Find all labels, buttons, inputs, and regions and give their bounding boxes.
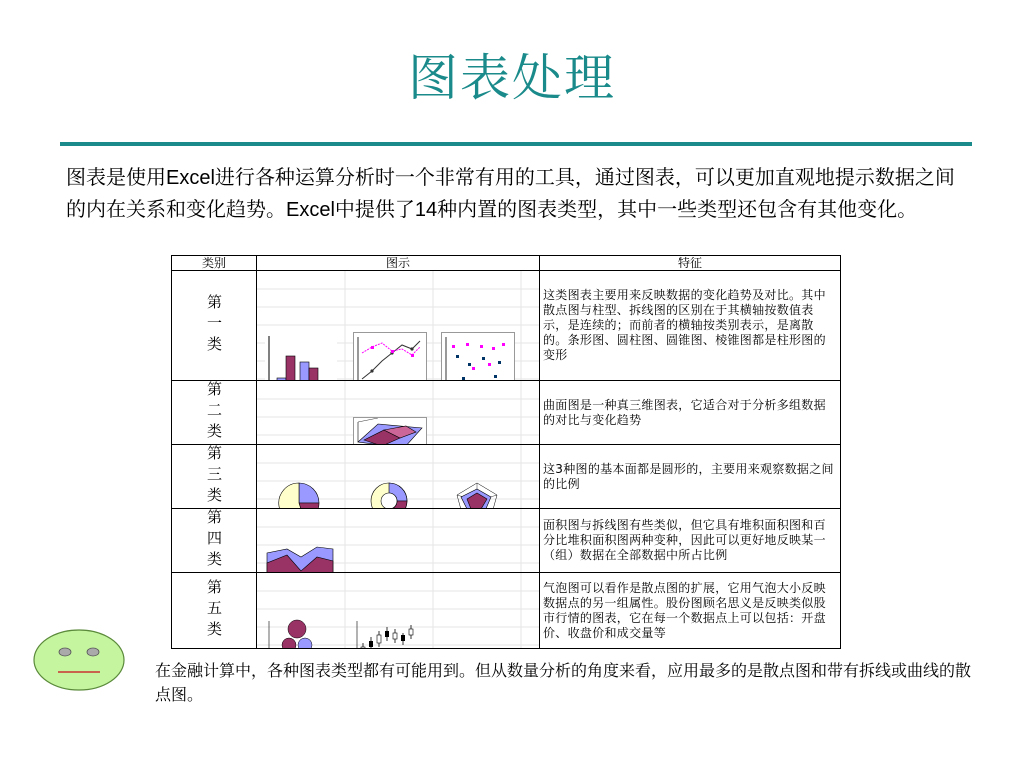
category-cell — [172, 445, 257, 509]
summary-note: 在金融计算中，各种图表类型都有可能用到。但从数量分析的角度来看，应用最多的是散点图和带有拆线或曲线的散点图。 — [155, 661, 972, 704]
feature-cell — [540, 271, 841, 381]
category-label: 第四类 — [205, 509, 223, 572]
surface-chart-icon — [354, 418, 426, 445]
feature-cell — [540, 573, 841, 649]
intro-text-2: 进行各种运算分析时一个非常有用的工具，通过图表，可以更加直观地提示数据之间的内在关系和变化趋势。 — [66, 165, 955, 221]
table-row — [172, 573, 841, 649]
category-label: 第一类 — [205, 294, 223, 357]
pie-chart-icon — [265, 481, 337, 509]
feature-text: 气泡图可以看作是散点图的扩展，它用气泡大小反映数据点的另一组属性。股份图顾名思义是反映类似股市行情的图表，它在每一个数据点上可以包括：开盘价、收盘价和成交量等 — [543, 580, 826, 640]
table-header-row — [172, 256, 841, 271]
scatter-chart-icon — [442, 333, 514, 381]
intro-excel-1: Excel — [166, 167, 215, 189]
title-divider — [60, 142, 972, 146]
intro-excel-2: Excel — [286, 199, 335, 221]
category-cell — [172, 573, 257, 649]
intro-number: 14 — [414, 199, 438, 221]
feature-text: 这3种图的基本面都是圆形的，主要用来观察数据之间的比例 — [543, 461, 834, 491]
stock-chart-icon — [353, 617, 425, 649]
radar-chart-icon — [441, 481, 513, 509]
area-chart-icon — [265, 545, 337, 573]
table-row — [172, 445, 841, 509]
header-figure: 图示 — [257, 256, 540, 271]
feature-cell — [540, 445, 841, 509]
table-row — [172, 271, 841, 381]
chart-types-table — [171, 255, 841, 649]
intro-paragraph — [66, 162, 966, 226]
category-cell — [172, 271, 257, 381]
doughnut-chart-icon — [353, 481, 425, 509]
header-feature: 特征 — [540, 256, 841, 271]
category-cell — [172, 509, 257, 573]
table-row — [172, 509, 841, 573]
figure-cell — [257, 573, 540, 649]
intro-text-3: 中提供了 — [334, 197, 415, 221]
smiley-icon — [32, 628, 126, 692]
feature-cell — [540, 381, 841, 445]
figure-cell — [257, 381, 540, 445]
header-category: 类别 — [172, 256, 257, 271]
intro-text-4: 种内置的图表类型，其中一些类型还包含有其他变化。 — [437, 197, 918, 221]
feature-cell — [540, 509, 841, 573]
category-cell — [172, 381, 257, 445]
figure-cell — [257, 271, 540, 381]
column-chart-icon — [265, 332, 337, 381]
intro-text-1: 图表是使用 — [66, 165, 166, 189]
category-label: 第五类 — [205, 579, 223, 642]
bubble-chart-icon — [265, 617, 337, 649]
slide-title: 图表处理 — [408, 49, 616, 107]
category-label: 第二类 — [205, 381, 223, 444]
feature-text: 曲面图是一种真三维图表，它适合对于分析多组数据的对比与变化趋势 — [543, 397, 826, 427]
table-row — [172, 381, 841, 445]
figure-cell — [257, 509, 540, 573]
feature-text: 这类图表主要用来反映数据的变化趋势及对比。其中散点图与柱型、拆线图的区别在于其横轴按数值表示，是连续的；而前者的横轴按类别表示，是离散的。条形图、圆柱图、圆锥图、棱锥图都是柱形图的变形 — [543, 288, 826, 362]
figure-cell — [257, 445, 540, 509]
feature-text: 面积图与拆线图有些类似，但它具有堆积面积图和百分比堆积面积图两种变种，因此可以更好地反映某一（组）数据在全部数据中所占比例 — [543, 518, 826, 562]
category-label: 第三类 — [205, 445, 223, 508]
line-chart-icon — [354, 333, 426, 381]
